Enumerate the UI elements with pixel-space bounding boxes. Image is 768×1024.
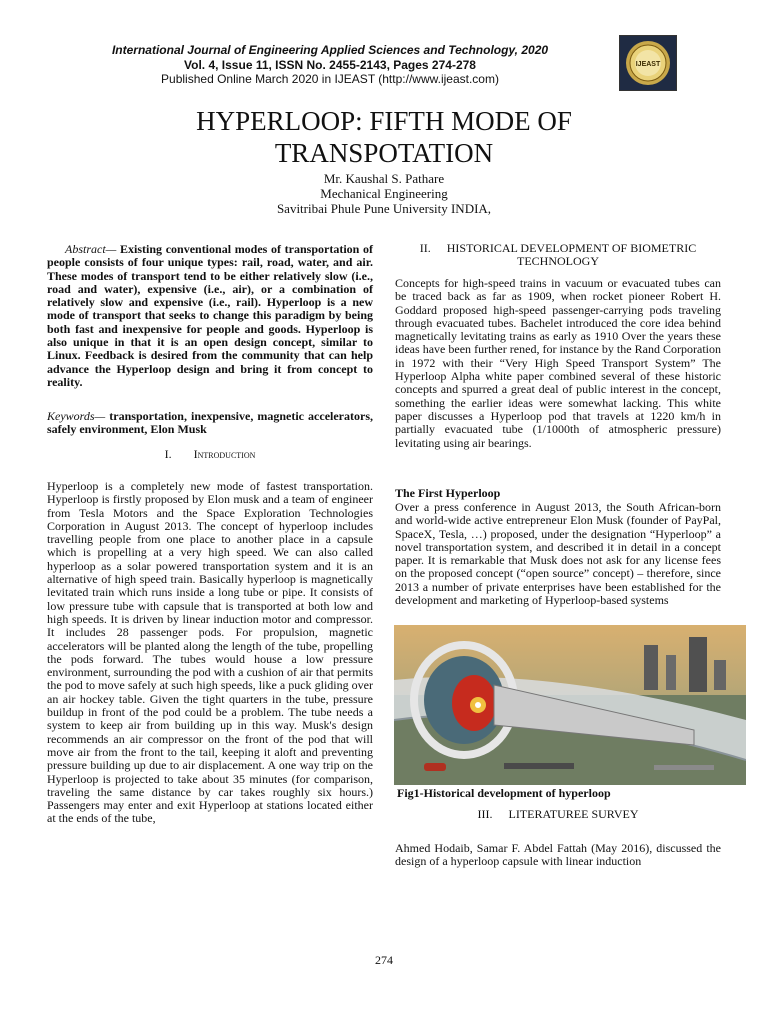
- page-number: 274: [375, 953, 393, 967]
- journal-published: Published Online March 2020 in IJEAST (http://www.ijeast.com): [161, 72, 499, 86]
- author-name: Mr. Kaushal S. Pathare: [323, 171, 445, 186]
- author-department: Mechanical Engineering: [320, 186, 448, 201]
- author-block: [100, 171, 668, 216]
- literature-text: Ahmed Hodaib, Samar F. Abdel Fattah (May 2016), discussed the design of a hyperloop capsule with linear induction: [395, 841, 721, 869]
- keywords-text: transportation, inexpensive, magnetic accelerators, safely environment, Elon Musk: [47, 409, 373, 437]
- svg-text:IJEAST: IJEAST: [635, 61, 661, 68]
- first-hyperloop-heading: The First Hyperloop: [395, 486, 501, 500]
- keywords-label: Keywords—: [47, 409, 106, 423]
- author-university: Savitribai Phule Pune University INDIA,: [276, 201, 492, 216]
- section-heading-introduction: I. Introduction: [164, 447, 256, 461]
- abstract-text: Existing conventional modes of transportation of people consists of four unique types: rail, road, water, and air. These modes of transport tend to be either relatively slow (i.e., road and water), expensive (i.e., air), or a combination of relatively slow and expensive (i.e., rail). Hyperloop is a new mode of transport that seeks to change this paradigm by being both fast and inexpensive for people and goods. Hyperloop is also unique in that it is an open design concept, similar to Linux. Feedback is desired from the community that can help advance the Hyperloop design and bring it from concept to reality.: [47, 242, 373, 389]
- historical-text: Concepts for high-speed trains in vacuum or evacuated tubes can be traced back as far as 1909, when rocket pioneer Robert H. Goddard proposed high-speed passenger-carrying pods traveling through evacuated tubes. Bachelet introduced the core idea behind magnetically levitating trains as early as 1910 Over the years these ideas have been further rened, for instance by the Rand Corporation in 1972 with their “Very High Speed Transport System” The Hyperloop Alpha white paper combined several of these historic concepts and spurred a great deal of public interest in the concept, something the earlier ideas were somewhat lacking. This white paper discusses a Hyperloop pod that travels at 1220 km/h in partially evacuated tube (1/1000th of atmospheric pressure) levitating using air bearings.: [395, 276, 721, 450]
- introduction-text: Hyperloop is a completely new mode of fastest transportation. Hyperloop is firstly proposed by Elon musk and a team of engineer from Tesla Motors and the Space Exploration Technologies Corporation in August 2013. The concept of hyperloop includes travelling people from one place to another place in a capsule which is propelling at a very high speed. We can also called hyperloop as a solar powered transportation system and it is an alternative of high speed train. Basically hyperloop is magnetically levitated train which runs inside a long tube or pipe. It consists of low pressure tube with capsule that is transported at both low and high speeds. It is driven by linear induction motor and compressor. It includes 28 passenger pods. For propulsion, magnetic accelerators will be planted along the length of the tube, propelling the pods forward. The tubes would house a low pressure environment, surrounding the pod with a cushion of air that permits the pod to move safely at such high speeds, like a puck gliding over an air hockey table. Given the tight quarters in the tube, pressure buildup in front of the pod could be a problem. The tube needs a system to keep air from building up in this way. Musk's design recommends an air compressor on the front of the pod that will move air from the front to the tail, keeping it aloft and preventing pressure building up due to air displacement. A one way trip on the Hyperloop is projected to take about 35 minutes (for comparison, traveling the same distance by car takes roughly six hours.) Passengers may enter and exit Hyperloop at stations located either at the ends of the tube,: [47, 479, 373, 826]
- paper-title: HYPERLOOP: FIFTH MODE OF TRANSPOTATION: [196, 106, 572, 168]
- keywords: [47, 410, 373, 437]
- abstract: [47, 243, 373, 389]
- journal-title: International Journal of Engineering Applied Sciences and Technology, 2020: [111, 43, 549, 57]
- hyperloop-illustration: [394, 625, 746, 785]
- section-heading-literature: III. LITERATUREE SURVEY: [477, 807, 639, 821]
- journal-logo: [619, 35, 677, 91]
- journal-volume: Vol. 4, Issue 11, ISSN No. 2455-2143, Pages 274-278: [184, 58, 476, 72]
- section-heading-historical: II. HISTORICAL DEVELOPMENT OF BIOMETRIC TECHNOLOGY: [419, 241, 697, 269]
- first-hyperloop-text: Over a press conference in August 2013, the South African-born and world-wide active entrepreneur Elon Musk (founder of PayPal, SpaceX, Tesla, …) proposed, under the designation “Hyperloop” a novel transportation system, and described it in detail in a concept paper. It is remarkable that Musk does not ask for any license fees on the proposed concept (“open source” concept) – therefore, since 2013 a number of private enterprises have been established for the development and marketing of Hyperloop-based systems: [395, 500, 721, 608]
- figure-caption: Fig1-Historical development of hyperloop: [397, 786, 611, 800]
- abstract-label: Abstract—: [65, 242, 117, 256]
